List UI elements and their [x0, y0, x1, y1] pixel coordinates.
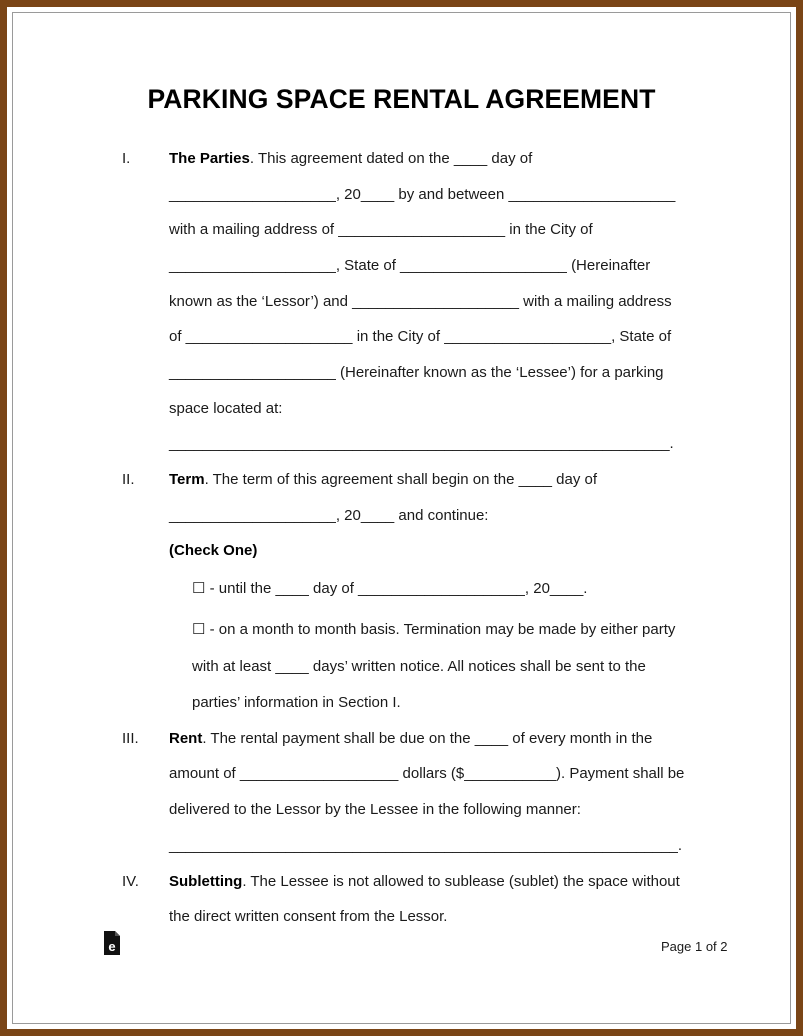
section-4-heading: Subletting — [169, 873, 243, 890]
term-option-line-2: with at least ____ days’ written notice. All notices shall be sent to the — [192, 658, 646, 675]
section-1-line-8: space located at: — [169, 400, 283, 417]
section-3-line-1-text: . The rental payment shall be due on the ____ of every month in the — [202, 730, 653, 747]
section-2-numeral: II. — [122, 471, 135, 488]
section-1-line-7: ____________________ (Hereinafter known as the ‘Lessee’) for a parking — [169, 364, 664, 381]
section-3-numeral: III. — [122, 730, 139, 747]
section-3-heading: Rent — [169, 730, 203, 747]
eforms-logo-icon — [103, 930, 121, 956]
term-option-line-3: parties’ information in Section I. — [192, 694, 401, 711]
section-2-line-1 — [169, 471, 597, 488]
section-1-heading: The Parties — [169, 150, 250, 167]
term-option-month-to-month: ☐ - on a month to month basis. Termination may be made by either party — [192, 621, 676, 638]
term-option-fixed-date: ☐ - until the ____ day of ____________________, 20____. — [192, 580, 588, 597]
section-1-line-1-text: . This agreement dated on the ____ day of — [249, 150, 533, 167]
section-4-numeral: IV. — [122, 873, 139, 890]
section-2-heading: Term — [169, 471, 205, 488]
section-1-line-1 — [169, 150, 532, 167]
check-one-label: (Check One) — [169, 542, 258, 559]
section-2-line-1-text: . The term of this agreement shall begin on the ____ day of — [204, 471, 598, 488]
section-3-line-3: delivered to the Lessor by the Lessee in the following manner: — [169, 801, 581, 818]
section-3-line-1 — [169, 730, 652, 747]
section-3-line-2: amount of ___________________ dollars ($___________). Payment shall be — [169, 765, 685, 782]
section-4-line-1-text: . The Lessee is not allowed to sublease (sublet) the space without — [242, 873, 680, 890]
section-1-address-blank: ____________________________________________________________. — [169, 435, 674, 452]
section-3-payment-blank: _____________________________________________________________. — [169, 837, 683, 854]
section-2-line-2: ____________________, 20____ and continue: — [169, 507, 489, 524]
section-1-numeral: I. — [122, 150, 131, 167]
document-title: PARKING SPACE RENTAL AGREEMENT — [147, 84, 656, 114]
section-1-line-3: with a mailing address of ____________________ in the City of — [169, 221, 593, 238]
section-1-line-5: known as the ‘Lessor’) and ____________________ with a mailing address — [169, 293, 672, 310]
section-1-line-6: of ____________________ in the City of ____________________, State of — [169, 328, 672, 345]
section-1-line-2: ____________________, 20____ by and between ____________________ — [169, 186, 676, 203]
section-4-line-2: the direct written consent from the Lessor. — [169, 908, 448, 925]
section-4-line-1 — [169, 873, 680, 890]
page-number: Page 1 of 2 — [661, 939, 728, 954]
section-1-line-4: ____________________, State of ____________________ (Hereinafter — [169, 257, 651, 274]
svg-text:e: e — [108, 939, 116, 954]
